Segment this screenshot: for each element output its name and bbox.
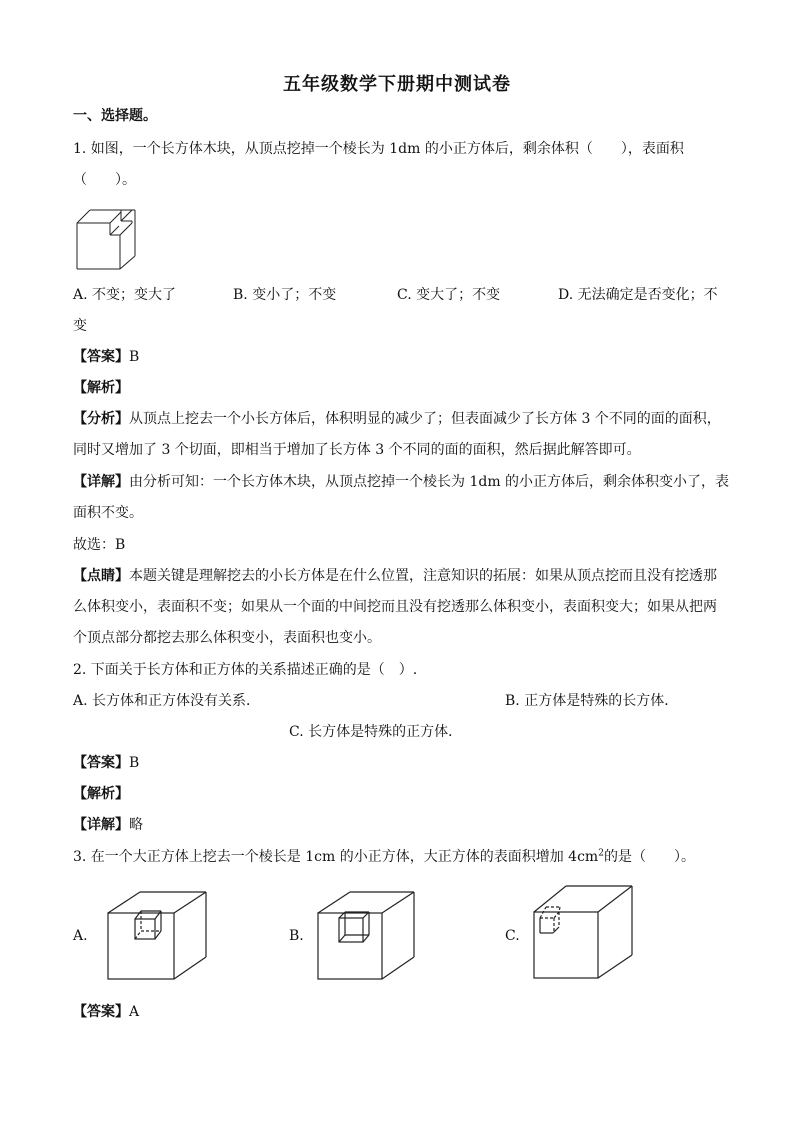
answer-value: B <box>129 349 140 365</box>
q1-answer <box>73 347 139 367</box>
q3-label-b: B. <box>289 928 304 944</box>
q1-analysis-line2: 同时又增加了 3 个切面，即相当于增加了长方体 3 个不同的面的面积，然后据此解答即可。 <box>73 442 641 458</box>
q1-option-c: C. 变大了；不变 <box>397 287 501 303</box>
q1-detail-line1 <box>73 472 729 492</box>
detail-tag: 【详解】 <box>73 817 129 833</box>
q1-tip-line1 <box>73 566 717 586</box>
q3-answer <box>73 1002 139 1022</box>
q3-cube-b-figure <box>317 891 415 980</box>
q1-option-a: A. 不变；变大了 <box>73 287 177 303</box>
q1-analysis-line1 <box>73 409 721 429</box>
section-heading: 一、选择题。 <box>73 108 157 124</box>
q2-answer <box>73 753 139 773</box>
tip-tag: 【点睛】 <box>73 568 129 584</box>
detail-text: 由分析可知：一个长方体木块，从顶点挖掉一个棱长为 1dm 的小正方体后，剩余体积变小了，表 <box>129 474 730 490</box>
q1-cuboid-figure <box>76 209 136 271</box>
q1-option-b: B. 变小了；不变 <box>233 287 337 303</box>
answer-tag: 【答案】 <box>73 1004 129 1020</box>
q1-option-d: D. 无法确定是否变化；不 <box>558 287 718 303</box>
q2-option-a: A. 长方体和正方体没有关系． <box>73 693 261 709</box>
answer-value: B <box>129 755 140 771</box>
analysis-tag: 【分析】 <box>73 411 129 427</box>
q3-stem <box>73 847 695 867</box>
q1-analysis-head: 【解析】 <box>73 380 129 396</box>
q3-stem-text: 3. 在一个大正方体上挖去一个棱长是 1cm 的小正方体，大正方体的表面积增加 4cm <box>73 849 599 865</box>
q1-stem-line2: （ ）。 <box>73 172 136 188</box>
q1-choice: 故选：B <box>73 537 126 553</box>
q3-label-a: A. <box>73 928 88 944</box>
q1-tip-line3: 个顶点部分都挖去那么体积变小，表面积也变小。 <box>73 630 381 646</box>
q1-tip-line2: 么体积变小，表面积不变；如果从一个面的中间挖而且没有挖透那么体积变小，表面积变大；如果从把两 <box>73 599 717 615</box>
q2-detail <box>73 815 143 835</box>
analysis-text: 从顶点上挖去一个小长方体后，体积明显的减少了；但表面减少了长方体 3 个不同的面的面积， <box>129 411 721 427</box>
q2-analysis-head: 【解析】 <box>73 786 129 802</box>
q1-stem-line1: 1. 如图，一个长方体木块，从顶点挖掉一个棱长为 1dm 的小正方体后，剩余体积（ ），表面积 <box>73 141 684 157</box>
q1-option-d-wrap: 变 <box>73 318 87 334</box>
answer-value: A <box>129 1004 140 1020</box>
tip-text: 本题关键是理解挖去的小长方体是在什么位置，注意知识的拓展：如果从顶点挖而且没有挖透那 <box>129 568 717 584</box>
detail-tag: 【详解】 <box>73 474 129 490</box>
q2-option-c: C. 长方体是特殊的正方体． <box>289 724 463 740</box>
q3-cube-c-figure <box>533 885 633 979</box>
detail-text: 略 <box>129 817 143 833</box>
q2-option-b: B. 正方体是特殊的长方体． <box>505 693 679 709</box>
q3-stem-tail: 的是（ ）。 <box>603 849 695 865</box>
answer-tag: 【答案】 <box>73 755 129 771</box>
q1-detail-line2: 面积不变。 <box>73 505 143 521</box>
q3-cube-a-figure <box>107 891 207 980</box>
page-title: 五年级数学下册期中测试卷 <box>283 74 511 95</box>
answer-tag: 【答案】 <box>73 349 129 365</box>
q3-label-c: C. <box>505 928 520 944</box>
q3-stem-sup: 2 <box>598 848 604 859</box>
q2-stem: 2. 下面关于长方体和正方体的关系描述正确的是（ ）. <box>73 662 418 678</box>
